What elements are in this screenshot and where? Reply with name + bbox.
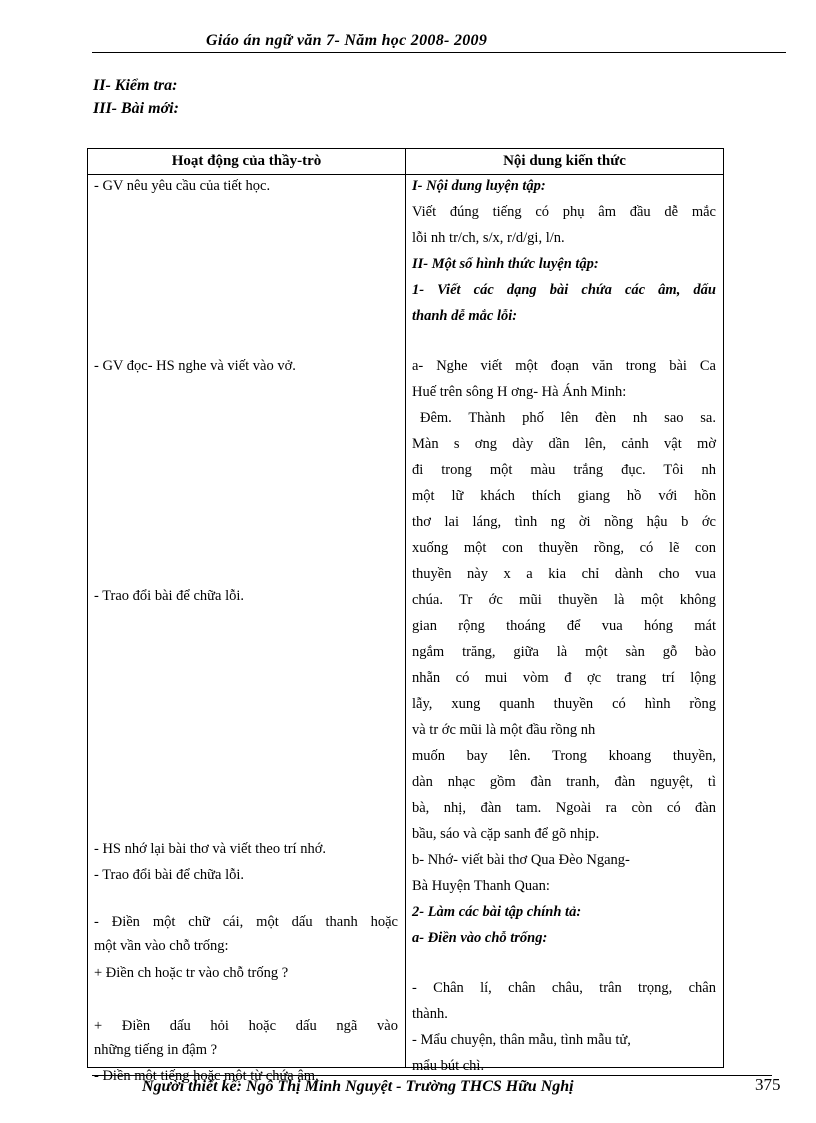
column-header-activities: Hoạt động của thầy-trò <box>88 149 406 175</box>
content-line: chúa. Tr ớc mũi thuyền là một không <box>412 592 716 608</box>
content-line: a- Nghe viết một đoạn văn trong bài Ca <box>412 358 716 374</box>
footer-divider <box>92 1075 772 1076</box>
header-title: Giáo án ngữ văn 7- Năm học 2008- 2009 <box>206 32 488 49</box>
content-line: một lữ khách thích giang hồ với hồn <box>412 488 716 504</box>
content-line: thành. <box>412 1006 448 1022</box>
activity-line: - Trao đổi bài để chữa lỗi. <box>94 867 245 883</box>
table-header-row <box>88 149 724 175</box>
activity-line: + Điền dấu hỏi hoặc dấu ngã vào <box>94 1018 398 1034</box>
content-line: Đêm. Thành phố lên đèn nh sao sa. <box>420 410 716 426</box>
content-heading: II- Một số hình thức luyện tập: <box>412 256 599 272</box>
content-line: xuống một con thuyền rồng, có lẽ con <box>412 540 716 556</box>
content-heading: 1- Viết các dạng bài chứa các âm, dấu <box>412 282 716 298</box>
activity-line: một vần vào chỗ trống: <box>94 938 229 954</box>
activity-line: - Trao đổi bài để chữa lỗi. <box>94 588 245 604</box>
activity-line: - GV đọc- HS nghe và viết vào vở. <box>94 358 296 374</box>
content-line: Viết đúng tiếng có phụ âm đầu dễ mắc <box>412 204 716 220</box>
content-heading: I- Nội dung luyện tập: <box>412 178 546 194</box>
content-line: thuyền này x a kia chỉ dành cho vua <box>412 566 716 582</box>
content-line: mẩu bút chì. <box>412 1058 485 1074</box>
footer-author: Người thiết kế: Ngô Thị Minh Nguyệt - Trường THCS Hữu Nghị <box>142 1078 574 1095</box>
content-line: - Chân lí, chân châu, trân trọng, chân <box>412 980 716 996</box>
content-line: gian rộng thoáng để vua hóng mát <box>412 618 716 634</box>
content-line: bầu, sáo và cặp sanh để gõ nhịp. <box>412 826 600 842</box>
content-line: Màn s ơng dày dần lên, cảnh vật mờ <box>412 436 716 452</box>
page-header <box>92 32 786 53</box>
activity-line: - Điền một chữ cái, một dấu thanh hoặc <box>94 914 398 930</box>
content-line: lỗi nh tr/ch, s/x, r/d/gi, l/n. <box>412 230 565 246</box>
content-line: và tr ớc mũi là một đầu rồng nh <box>412 722 596 738</box>
content-heading: a- Điền vào chỗ trống: <box>412 930 548 946</box>
activities-cell <box>88 175 406 1084</box>
content-line: dàn nhạc gồm đàn tranh, đàn nguyệt, tì <box>412 774 716 790</box>
content-line: lẫy, xung quanh thuyền có hình rồng <box>412 696 716 712</box>
lesson-table <box>87 148 724 1084</box>
content-line: muốn bay lên. Trong khoang thuyền, <box>412 748 716 764</box>
content-line: thơ lai láng, tình ng ời nồng hậu b ớc <box>412 514 716 530</box>
page-number: 375 <box>755 1075 781 1094</box>
section-heading-check: II- Kiểm tra: <box>93 77 178 94</box>
content-line: đi trong một màu trắng đục. Tôi nh <box>412 462 716 478</box>
content-line: nhẵn có mui vòm đ ợc trang trí lộng <box>412 670 716 686</box>
content-line: - Mẩu chuyện, thân mẫu, tình mẫu tử, <box>412 1032 631 1048</box>
section-heading-new-lesson: III- Bài mới: <box>93 100 179 117</box>
content-line: b- Nhớ- viết bài thơ Qua Đèo Ngang- <box>412 852 630 868</box>
content-line: Bà Huyện Thanh Quan: <box>412 878 550 894</box>
table-body-row <box>88 175 724 1068</box>
content-line: ngắm trăng, giữa là một sàn gỗ bào <box>412 644 716 660</box>
column-header-content: Nội dung kiến thức <box>406 149 724 175</box>
content-heading: 2- Làm các bài tập chính tả: <box>412 904 582 920</box>
activity-line: - GV nêu yêu cầu của tiết học. <box>94 178 271 194</box>
content-line: Huế trên sông H ơng- Hà Ánh Minh: <box>412 384 627 400</box>
activity-line: - Điền một tiếng hoặc một từ chứa âm, <box>94 1068 319 1084</box>
content-cell <box>406 175 724 1074</box>
activity-line: + Điền ch hoặc tr vào chỗ trống ? <box>94 965 289 981</box>
content-heading: thanh dễ mắc lỗi: <box>412 308 518 324</box>
content-line: bà, nhị, đàn tam. Ngoài ra còn có đàn <box>412 800 716 816</box>
activity-line: những tiếng in đậm ? <box>94 1042 218 1058</box>
activity-line: - HS nhớ lại bài thơ và viết theo trí nhớ. <box>94 841 327 857</box>
